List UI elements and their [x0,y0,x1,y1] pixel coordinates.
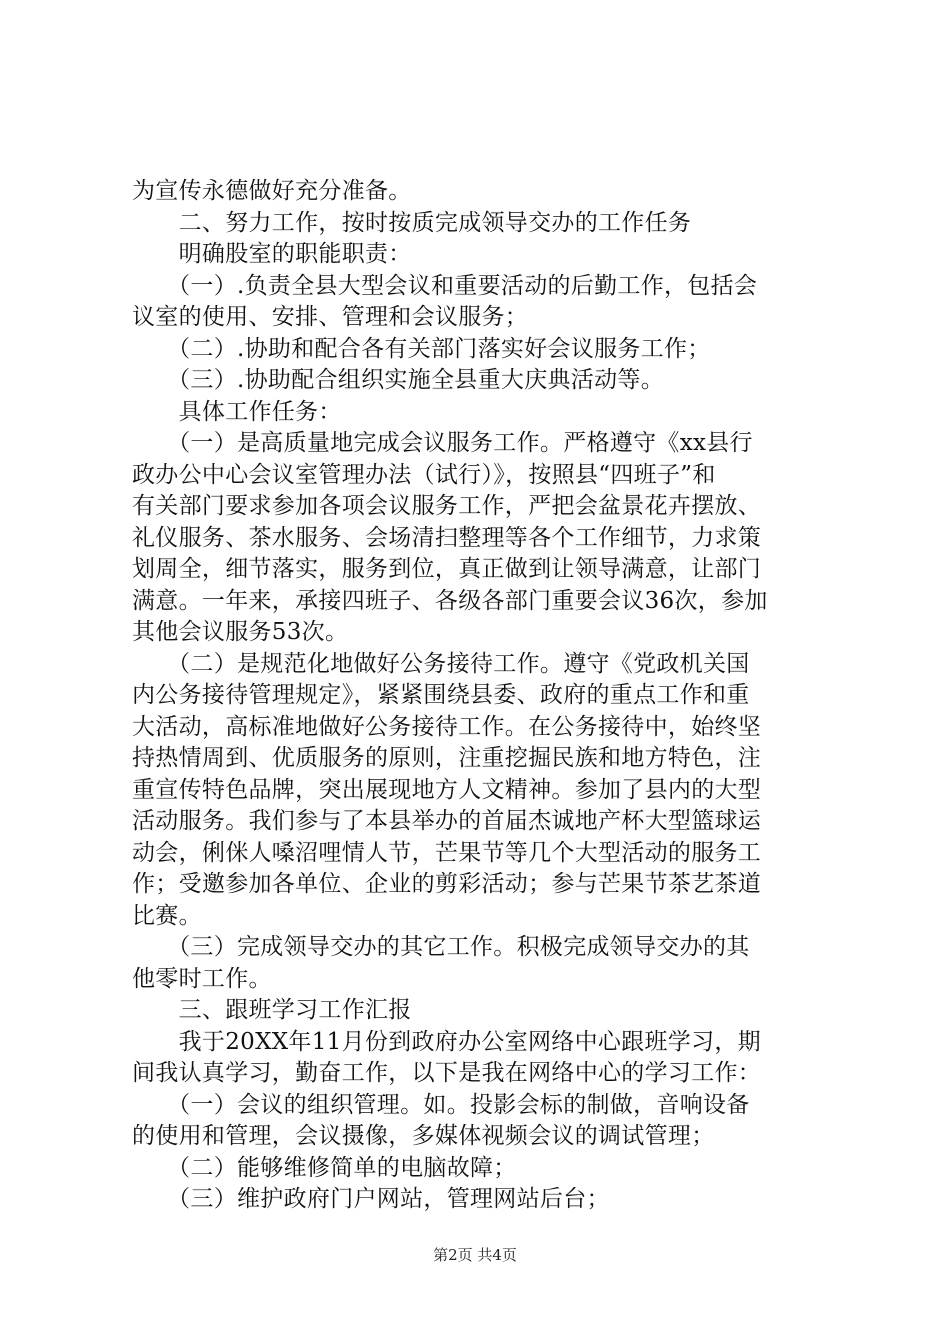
text-line: （三）完成领导交办的其它工作。积极完成领导交办的其 [132,934,750,960]
text-line: （一）.负责全县大型会议和重要活动的后勤工作，包括会 [132,272,758,299]
text-line: 其他会议服务53次。 [132,619,349,645]
text-line: 我于20XX年11月份到政府办公室网络中心跟班学习，期 [132,1028,761,1055]
text-line: 议室的使用、安排、管理和会议服务； [132,304,529,330]
subheading: 明确股室的职能职责： [132,241,412,267]
text-line: 重宣传特色品牌，突出展现地方人文精神。参加了县内的大型 [132,776,762,803]
text-line: 划周全，细节落实，服务到位，真正做到让领导满意，让部门 [132,556,762,582]
text-line: 活动服务。我们参与了本县举办的首届杰诚地产杯大型篮球运 [132,808,762,834]
text-line: （三）维护政府门户网站，管理网站后台； [132,1186,610,1212]
text-line: （一）是高质量地完成会议服务工作。严格遵守《xx县行 [132,430,753,456]
text-line: （二）.协助和配合各有关部门落实好会议服务工作； [132,335,711,362]
text-line: 为宣传永德做好充分准备。 [132,178,412,204]
page-footer [0,1244,950,1265]
text-line: 间我认真学习，勤奋工作，以下是我在网络中心的学习工作： [132,1060,762,1086]
text-line: （三）.协助配合组织实施全县重大庆典活动等。 [132,367,665,393]
section-heading: 二、努力工作，按时按质完成领导交办的工作任务 [132,209,692,236]
text-line: 大活动，高标准地做好公务接待工作。在公务接待中，始终坚 [132,713,762,740]
text-line: （一）会议的组织管理。如。投影会标的制做，音响设备 [132,1091,750,1118]
text-line: 的使用和管理，会议摄像，多媒体视频会议的调试管理； [132,1123,715,1149]
text-line: 比赛。 [132,902,202,929]
page-number-label: 第2页 共4页 [433,1246,517,1264]
text-line: 动会，俐侎人嗓沼哩情人节，芒果节等几个大型活动的服务工 [132,839,762,866]
subheading: 具体工作任务： [132,398,342,425]
text-line: 有关部门要求参加各项会议服务工作，严把会盆景花卉摆放、 [132,493,762,519]
document-body [132,176,832,1216]
text-line: （二）能够维修简单的电脑故障； [132,1154,517,1181]
text-line: （二）是规范化地做好公务接待工作。遵守《党政机关国 [132,650,750,677]
text-line: 他零时工作。 [132,965,272,992]
text-line: 满意。一年来，承接四班子、各级各部门重要会议36次，参加 [132,587,768,614]
text-line: 礼仪服务、茶水服务、会场清扫整理等各个工作细节，力求策 [132,524,762,551]
text-line: 政办公中心会议室管理办法（试行）》，按照县“四班子”和 [132,461,716,488]
section-heading: 三、跟班学习工作汇报 [132,997,412,1023]
text-line: 作；受邀参加各单位、企业的剪彩活动；参与芒果节茶艺茶道 [132,871,762,897]
text-line: 持热情周到、优质服务的原则，注重挖掘民族和地方特色，注 [132,745,762,771]
text-line: 内公务接待管理规定》，紧紧围绕县委、政府的重点工作和重 [132,682,750,708]
